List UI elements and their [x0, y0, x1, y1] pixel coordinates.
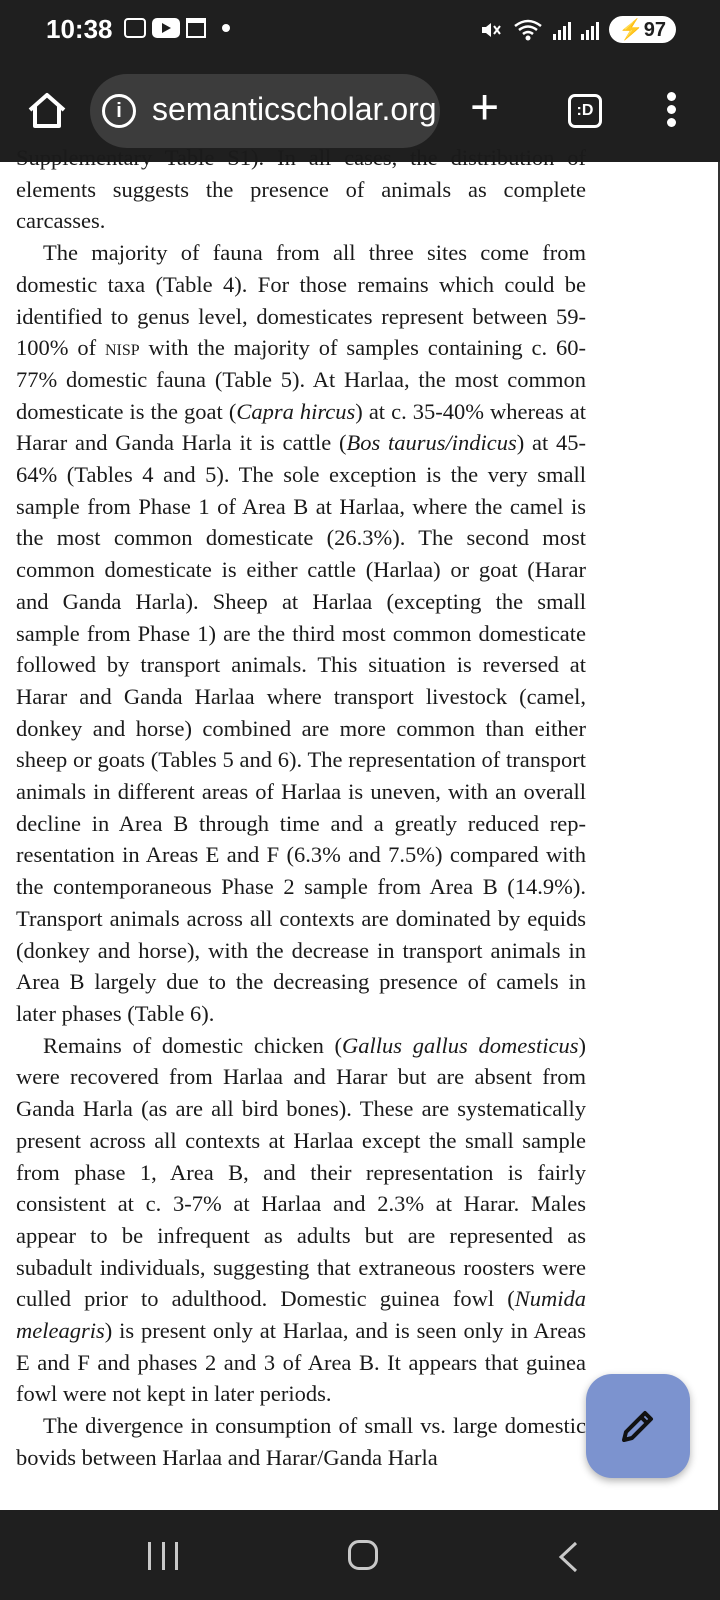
edit-pencil-icon — [618, 1406, 658, 1446]
text-run: The divergence in consumption of small vs. large domestic bovids between Harlaa and Harar/Ganda Harla — [16, 1413, 586, 1470]
article-paragraph — [16, 142, 586, 237]
home-button[interactable] — [22, 86, 72, 136]
web-page-content[interactable] — [0, 145, 720, 1510]
article-paragraph — [16, 1410, 586, 1473]
calendar-icon — [186, 18, 206, 38]
italic-taxon: Capra hircus — [236, 398, 356, 424]
recent-apps-button[interactable] — [148, 1542, 178, 1570]
home-nav-button[interactable] — [348, 1540, 378, 1570]
wifi-icon — [513, 18, 543, 42]
article-paragraph — [16, 1030, 586, 1410]
mute-icon — [479, 18, 503, 42]
url-bar[interactable] — [90, 74, 440, 148]
youtube-icon — [152, 18, 180, 38]
text-run: The majority of fauna from all three sites come from domestic taxa (Table 4). For those remains which could be identified to genus level, domesticates represent between 59-100% of — [16, 240, 586, 361]
site-info-icon[interactable]: i — [102, 94, 136, 128]
status-time: 10:38 — [46, 14, 113, 44]
status-bar — [0, 0, 720, 64]
text-run: ) at 45-64% (Tables 4 and 5). The sole exception is the very small sample from Phase 1 of Area B at Harlaa, where the camel is the most common domesticate (26.3%). The second most common domesticate is either cattle (Harlaa) or goat (Harar and Ganda Harla). Sheep at Harlaa (excepting the small sample from Phase 1) are the third most common domesticate followed by transport animals. This situation is reversed at Harar and Ganda Harlaa where transport livestock (camel, donkey and horse) combined are more common than either sheep or goats (Tables 5 and 6). The representation of transport animals in different areas of Harlaa is uneven, with an overall decline in Area B through time and a greatly reduced representation in Areas E and F (6.3% and 7.5%) compared with the contemporaneous Phase 2 sample from Area B (14.9%). Transport animals across all contexts are dominated by equids (donkey and horse), with the decrease in transport animals in Area B largely due to the decreasing presence of camels in later phases (Table 6). — [16, 430, 586, 1026]
notification-dot-icon — [222, 24, 230, 32]
battery-level: 97 — [643, 19, 666, 41]
battery-indicator: ⚡97 — [609, 16, 676, 43]
text-run: Remains of domestic chicken ( — [43, 1032, 343, 1058]
status-notification-icons — [124, 18, 230, 38]
text-run: with the majority of samples containing c. 60-77% domestic fauna (Table 5). At Harlaa, the most common domesticate is the goat ( — [16, 335, 586, 424]
tab-switcher-button[interactable]: :D — [568, 94, 602, 128]
article-paragraph — [16, 237, 586, 1030]
italic-taxon: Numida meleagris — [16, 1286, 586, 1344]
italic-taxon: Gallus gallus domesticus — [342, 1032, 579, 1058]
text-run: Supplementary Table S1). In all cases, the distribution of elements suggests the presence of animals as complete carcasses. — [16, 145, 586, 234]
system-nav-bar — [0, 1510, 720, 1600]
text-run: ) is present only at Harlaa, and is seen only in Areas E and F and phases 2 and 3 of Area B. It appears that guinea fowl were not kept in later periods. — [16, 1318, 586, 1407]
signal-icon — [553, 20, 571, 40]
article-text — [16, 142, 586, 1474]
edit-fab-button[interactable] — [586, 1374, 690, 1478]
url-text[interactable]: semanticscholar.org — [152, 91, 437, 127]
italic-taxon: Bos taurus/indicus — [346, 430, 517, 456]
new-tab-button[interactable]: + — [470, 79, 500, 135]
screenshot-icon — [124, 18, 146, 38]
status-system-icons — [479, 16, 676, 43]
text-run: ) at c. 35-40% whereas at Harar and Ganda Harla it is cattle ( — [16, 398, 586, 456]
small-caps-text: nisp — [104, 335, 140, 361]
text-run: ) were recovered from Harlaa and Harar but are absent from Ganda Harla (as are all bird bones). These are systematically present across all contexts at Harlaa except the small sample from phase 1, Area B, and their representation is fairly consistent at c. 3-7% at Harlaa and 2.3% at Harar. Males appear to be infrequent as adults but are represented as subadult individuals, suggesting that extraneous roosters were culled prior to adulthood. Domestic guinea fowl ( — [16, 1032, 586, 1312]
more-menu-button[interactable] — [664, 92, 678, 132]
home-icon — [22, 86, 72, 136]
back-nav-button[interactable] — [556, 1540, 580, 1574]
signal-icon — [581, 20, 599, 40]
